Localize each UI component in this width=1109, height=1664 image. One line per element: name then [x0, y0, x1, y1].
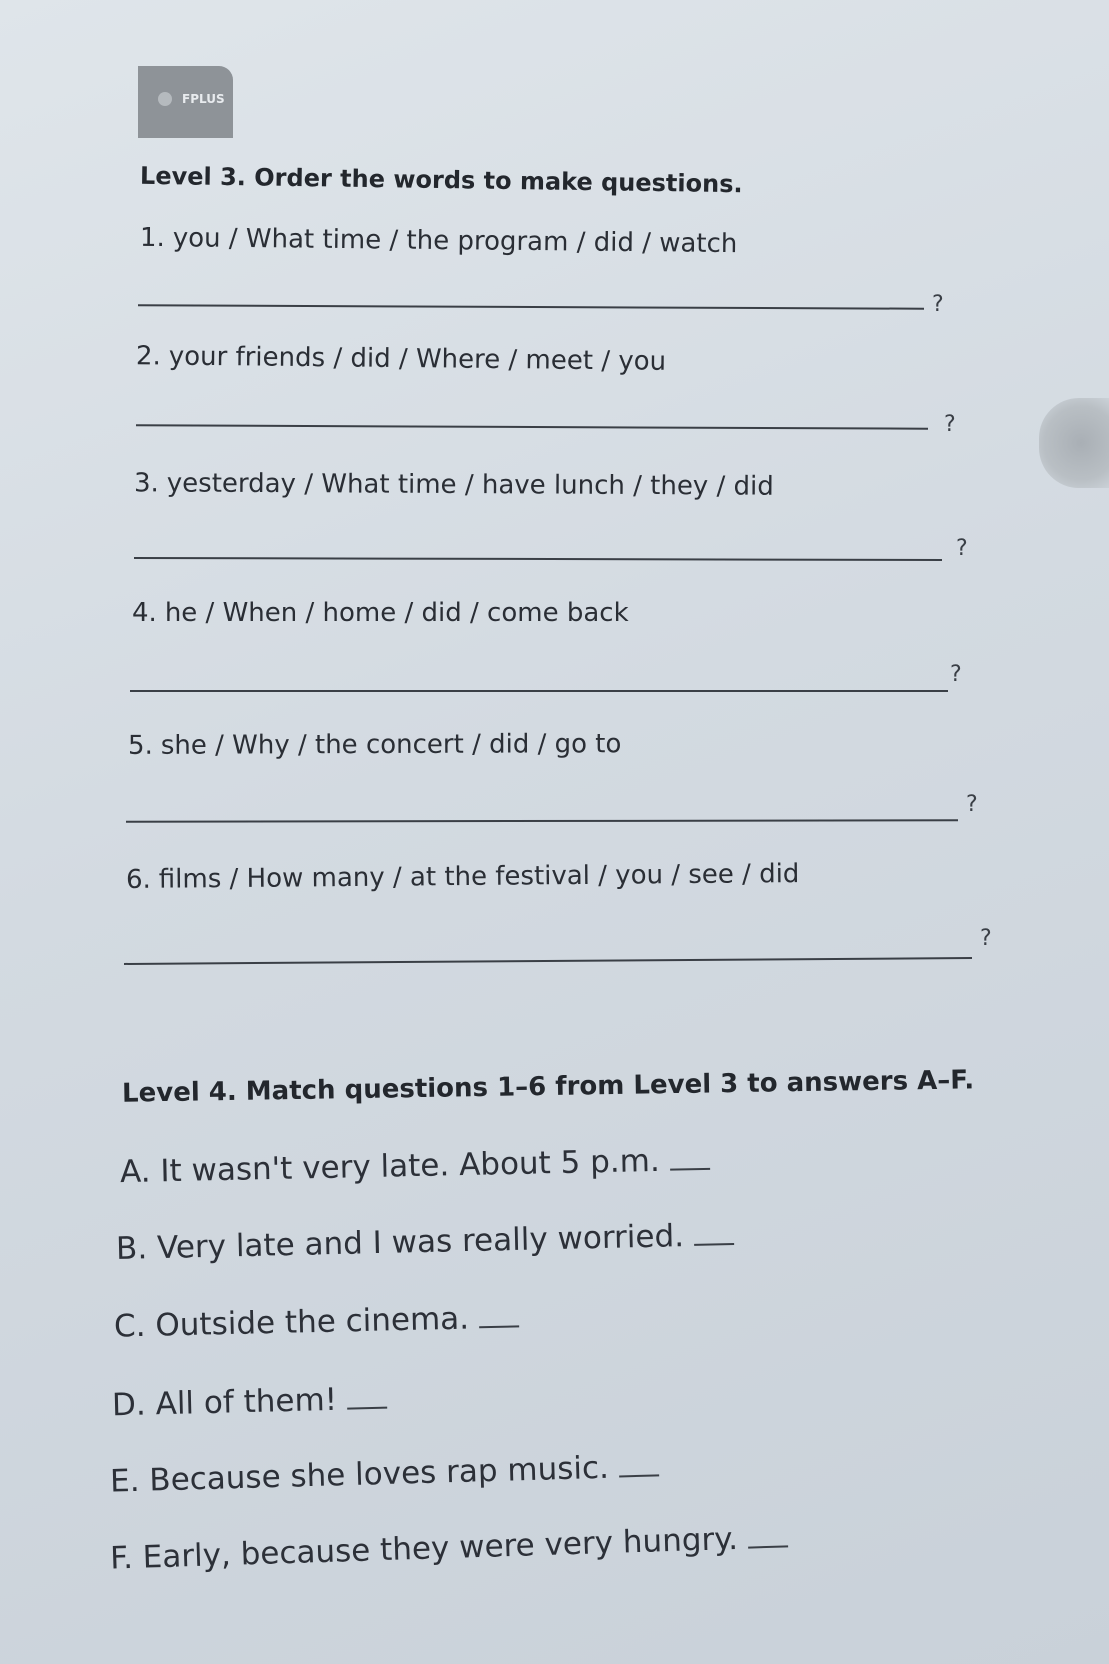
question-text: he / When / home / did / come back: [164, 598, 629, 628]
question-5: [128, 729, 621, 761]
answer-b: [116, 1217, 735, 1267]
publisher-logo: [138, 66, 233, 138]
answer-text: It wasn't very late. About 5 p.m.: [160, 1142, 661, 1190]
question-text: yesterday / What time / have lunch / they / did: [166, 468, 774, 502]
answer-text: Because she loves rap music.: [148, 1449, 610, 1499]
question-mark: ?: [980, 926, 992, 951]
answer-line-6[interactable]: [124, 957, 972, 965]
question-number: 4.: [132, 598, 157, 628]
paper-smudge: [1039, 398, 1109, 488]
answer-letter: E.: [109, 1462, 141, 1500]
answer-line-1[interactable]: [138, 304, 924, 309]
answer-c: [114, 1299, 520, 1344]
answer-letter: D.: [111, 1386, 147, 1424]
question-number: 1.: [139, 222, 165, 254]
question-4: [132, 598, 629, 628]
question-text: you / What time / the program / did / watch: [172, 223, 738, 260]
match-blank[interactable]: [694, 1239, 734, 1246]
question-1: [140, 223, 738, 259]
question-6: [126, 859, 800, 895]
question-number: 6.: [125, 864, 151, 895]
question-mark: ?: [950, 662, 962, 687]
answer-line-3[interactable]: [134, 557, 942, 561]
answer-a: [120, 1142, 710, 1190]
logo-mark-icon: [158, 92, 172, 106]
question-mark: ?: [956, 536, 968, 561]
answer-line-4[interactable]: [130, 690, 948, 692]
answer-d: [112, 1381, 388, 1424]
answer-letter: B.: [115, 1230, 148, 1268]
match-blank[interactable]: [619, 1470, 659, 1477]
question-number: 2.: [135, 341, 161, 372]
answer-text: Outside the cinema.: [154, 1300, 470, 1344]
question-mark: ?: [944, 412, 956, 437]
answer-letter: C.: [113, 1307, 146, 1345]
match-blank[interactable]: [479, 1321, 519, 1328]
question-mark: ?: [932, 292, 944, 317]
question-2: [136, 341, 666, 377]
answer-line-5[interactable]: [126, 819, 958, 822]
question-3: [134, 468, 774, 501]
answer-f: [110, 1519, 789, 1576]
question-text: she / Why / the concert / did / go to: [160, 729, 622, 761]
question-mark: ?: [966, 792, 978, 817]
answer-e: [110, 1448, 660, 1499]
match-blank[interactable]: [347, 1403, 387, 1410]
level4-heading: Level 4. Match questions 1–6 from Level 3 to answers A–F.: [121, 1065, 975, 1109]
answer-text: All of them!: [155, 1381, 338, 1423]
question-number: 3.: [133, 468, 159, 499]
answer-text: Very late and I was really worried.: [156, 1218, 685, 1267]
answer-text: Early, because they were very hungry.: [142, 1520, 739, 1576]
level3-heading: Level 3. Order the words to make questions.: [139, 161, 743, 199]
match-blank[interactable]: [748, 1541, 788, 1548]
logo-text: FPLUS: [182, 92, 225, 106]
question-text: your friends / did / Where / meet / you: [168, 341, 667, 377]
question-text: films / How many / at the festival / you / see / did: [158, 859, 800, 895]
answer-letter: F.: [109, 1539, 134, 1577]
match-blank[interactable]: [670, 1164, 710, 1171]
answer-letter: A.: [119, 1153, 151, 1191]
answer-line-2[interactable]: [136, 424, 928, 429]
question-number: 5.: [127, 730, 153, 761]
